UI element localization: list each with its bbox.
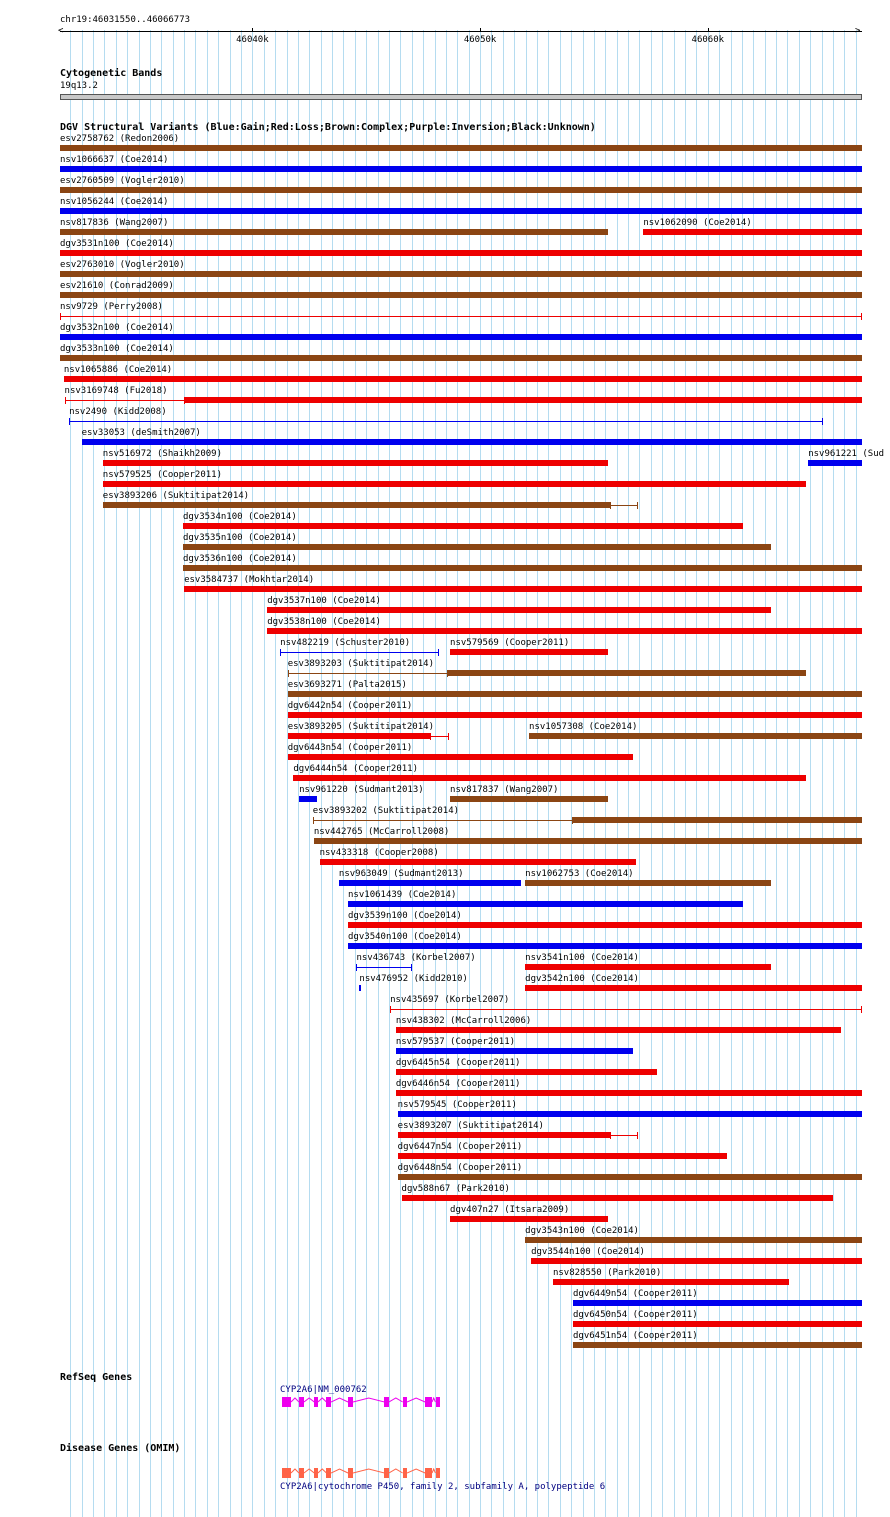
- variant-bar[interactable]: [398, 1174, 862, 1180]
- gene-intron: [291, 1468, 299, 1478]
- variant-bar[interactable]: [808, 460, 862, 466]
- variant-label[interactable]: dgv6448n54 (Cooper2011): [397, 1163, 523, 1173]
- variant-cap: [610, 1132, 611, 1139]
- variant-label[interactable]: dgv3536n100 (Coe2014): [182, 554, 297, 564]
- gene-exon[interactable]: [403, 1397, 408, 1407]
- variant-bar[interactable]: [529, 733, 862, 739]
- gene-exon[interactable]: [436, 1397, 441, 1407]
- variant-bar[interactable]: [643, 229, 862, 235]
- variant-bar[interactable]: [103, 460, 608, 466]
- variant-bar[interactable]: [299, 796, 317, 802]
- variant-line[interactable]: [288, 673, 449, 674]
- variant-line[interactable]: [313, 820, 573, 821]
- variant-bar[interactable]: [60, 334, 862, 340]
- variant-bar[interactable]: [314, 838, 862, 844]
- variant-label[interactable]: esv21610 (Conrad2009): [60, 281, 174, 291]
- variant-cap: [65, 397, 66, 404]
- variant-bar[interactable]: [573, 1300, 862, 1306]
- omim-track-title: Disease Genes (OMIM): [60, 1443, 181, 1454]
- variant-bar[interactable]: [184, 586, 862, 592]
- cytoband-bar[interactable]: [60, 94, 862, 100]
- variant-label[interactable]: esv2760509 (Vogler2010): [60, 176, 185, 186]
- variant-bar[interactable]: [288, 691, 862, 697]
- ruler-tick: [708, 28, 709, 32]
- variant-label[interactable]: dgv6443n54 (Cooper2011): [287, 743, 413, 753]
- variant-bar[interactable]: [60, 229, 608, 235]
- variant-cap: [637, 502, 638, 509]
- variant-cap: [390, 1006, 391, 1013]
- variant-label[interactable]: nsv3541n100 (Coe2014): [525, 953, 639, 963]
- variant-bar[interactable]: [525, 985, 862, 991]
- variant-label[interactable]: dgv6445n54 (Cooper2011): [395, 1058, 521, 1068]
- gene-intron: [304, 1397, 314, 1407]
- gene-exon[interactable]: [425, 1397, 432, 1407]
- variant-cap: [822, 418, 823, 425]
- variant-bar[interactable]: [60, 292, 862, 298]
- variant-line[interactable]: [610, 1135, 638, 1136]
- gene-exon[interactable]: [282, 1397, 291, 1407]
- variant-label[interactable]: esv3893206 (Suktitipat2014): [102, 491, 250, 501]
- variant-label[interactable]: esv3893203 (Suktitipat2014): [287, 659, 434, 669]
- region-coordinates: chr19:46031550..46066773: [60, 15, 191, 25]
- dgv-track-title: DGV Structural Variants (Blue:Gain;Red:Loss;Brown:Complex;Purple:Inversion;Black:Unknown): [60, 122, 596, 133]
- variant-bar[interactable]: [396, 1069, 657, 1075]
- variant-label[interactable]: nsv1057308 (Coe2014): [529, 722, 638, 732]
- ruler-tick-label: 46050k: [463, 35, 497, 45]
- variant-line[interactable]: [69, 421, 823, 422]
- variant-label[interactable]: nsv2490 (Kidd2008): [69, 407, 167, 417]
- gene-exon[interactable]: [314, 1397, 318, 1407]
- gene-exon[interactable]: [348, 1397, 353, 1407]
- variant-label[interactable]: dgv3534n100 (Coe2014): [182, 512, 297, 522]
- variant-cap: [288, 670, 289, 677]
- gene-exon[interactable]: [314, 1468, 318, 1478]
- variant-line[interactable]: [390, 1009, 862, 1010]
- variant-bar[interactable]: [60, 208, 862, 214]
- variant-label[interactable]: nsv442765 (McCarroll2008): [313, 827, 450, 837]
- variant-bar[interactable]: [82, 439, 862, 445]
- variant-bar[interactable]: [450, 1216, 608, 1222]
- variant-bar[interactable]: [103, 481, 806, 487]
- variant-cap: [637, 1132, 638, 1139]
- variant-label[interactable]: nsv476952 (Kidd2010): [359, 974, 468, 984]
- variant-label[interactable]: dgv407n27 (Itsara2009): [450, 1205, 570, 1215]
- gene-exon[interactable]: [299, 1397, 304, 1407]
- omim-gene-label[interactable]: CYP2A6|cytochrome P450, family 2, subfamily A, polypeptide 6: [280, 1482, 606, 1492]
- variant-cap: [411, 964, 412, 971]
- variant-line[interactable]: [610, 505, 638, 506]
- gene-intron: [353, 1468, 384, 1478]
- variant-label[interactable]: dgv6449n54 (Cooper2011): [572, 1289, 698, 1299]
- variant-bar[interactable]: [525, 1237, 862, 1243]
- variant-label[interactable]: nsv438302 (McCarroll2006): [395, 1016, 532, 1026]
- variant-label[interactable]: esv33053 (deSmith2007): [81, 428, 201, 438]
- gene-exon[interactable]: [384, 1397, 389, 1407]
- variant-bar[interactable]: [267, 628, 862, 634]
- variant-bar[interactable]: [359, 985, 361, 991]
- ruler-arrow-icon: <: [58, 26, 64, 36]
- variant-label[interactable]: nsv963049 (Sudmant2013): [338, 869, 464, 879]
- variant-cap: [430, 733, 431, 740]
- variant-cap: [69, 418, 70, 425]
- gene-exon[interactable]: [282, 1468, 291, 1478]
- variant-bar[interactable]: [525, 964, 771, 970]
- variant-label[interactable]: dgv6451n54 (Cooper2011): [572, 1331, 698, 1341]
- ruler-arrow-icon: >: [855, 26, 861, 36]
- variant-line[interactable]: [356, 967, 411, 968]
- variant-line[interactable]: [280, 652, 439, 653]
- variant-label[interactable]: esv3893202 (Suktitipat2014): [312, 806, 460, 816]
- variant-cap: [280, 649, 281, 656]
- gene-exon[interactable]: [425, 1468, 432, 1478]
- variant-label[interactable]: dgv3533n100 (Coe2014): [60, 344, 174, 354]
- variant-label[interactable]: esv3893207 (Suktitipat2014): [397, 1121, 544, 1131]
- variant-label[interactable]: nsv1066637 (Coe2014): [60, 155, 169, 165]
- refseq-track-title: RefSeq Genes: [60, 1372, 133, 1383]
- variant-bar[interactable]: [267, 607, 771, 613]
- cytoband-track-title: Cytogenetic Bands: [60, 68, 163, 79]
- variant-label[interactable]: dgv3540n100 (Coe2014): [348, 932, 462, 942]
- variant-label[interactable]: dgv6442n54 (Cooper2011): [287, 701, 413, 711]
- variant-bar[interactable]: [288, 754, 633, 760]
- variant-bar[interactable]: [396, 1027, 841, 1033]
- gene-intron: [407, 1397, 425, 1407]
- variant-label[interactable]: dgv3537n100 (Coe2014): [267, 596, 381, 606]
- gene-intron: [331, 1397, 348, 1407]
- variant-bar[interactable]: [396, 1090, 862, 1096]
- variant-bar[interactable]: [288, 712, 862, 718]
- variant-label[interactable]: dgv3538n100 (Coe2014): [267, 617, 381, 627]
- variant-label[interactable]: dgv588n67 (Park2010): [401, 1184, 510, 1194]
- variant-label[interactable]: nsv817837 (Wang2007): [450, 785, 559, 795]
- gene-intron: [353, 1397, 384, 1407]
- variant-cap: [861, 1006, 862, 1013]
- variant-bar[interactable]: [398, 1153, 727, 1159]
- scale-ruler: [60, 31, 862, 32]
- variant-cap: [60, 313, 61, 320]
- variant-label[interactable]: nsv828550 (Park2010): [552, 1268, 662, 1278]
- variant-label[interactable]: nsv817836 (Wang2007): [60, 218, 169, 228]
- variant-bar[interactable]: [450, 649, 608, 655]
- variant-label[interactable]: dgv3543n100 (Coe2014): [525, 1226, 639, 1236]
- variant-bar[interactable]: [60, 250, 862, 256]
- variant-bar[interactable]: [553, 1279, 789, 1285]
- variant-label[interactable]: nsv516972 (Shaikh2009): [102, 449, 223, 459]
- variant-bar[interactable]: [402, 1195, 834, 1201]
- variant-cap: [448, 733, 449, 740]
- variant-bar[interactable]: [573, 1321, 862, 1327]
- ruler-tick: [480, 28, 481, 32]
- cytoband-label: 19q13.2: [60, 81, 98, 91]
- variant-bar[interactable]: [396, 1048, 633, 1054]
- variant-label[interactable]: dgv3542n100 (Coe2014): [525, 974, 639, 984]
- variant-bar[interactable]: [573, 817, 862, 823]
- gene-intron: [331, 1468, 348, 1478]
- variant-bar[interactable]: [525, 880, 771, 886]
- variant-bar[interactable]: [339, 880, 521, 886]
- variant-label[interactable]: nsv1065886 (Coe2014): [63, 365, 173, 375]
- variant-label[interactable]: nsv435697 (Korbel2007): [390, 995, 510, 1005]
- gene-intron: [318, 1397, 326, 1407]
- variant-bar[interactable]: [183, 565, 862, 571]
- variant-label[interactable]: dgv6447n54 (Cooper2011): [397, 1142, 523, 1152]
- variant-cap: [313, 817, 314, 824]
- variant-bar[interactable]: [60, 271, 862, 277]
- gene-exon[interactable]: [403, 1468, 408, 1478]
- variant-label[interactable]: nsv1056244 (Coe2014): [60, 197, 169, 207]
- variant-cap: [610, 502, 611, 509]
- variant-bar[interactable]: [185, 397, 862, 403]
- variant-label[interactable]: nsv579537 (Cooper2011): [395, 1037, 516, 1047]
- variant-bar[interactable]: [60, 355, 862, 361]
- gene-intron: [389, 1397, 403, 1407]
- variant-label[interactable]: dgv3544n100 (Coe2014): [531, 1247, 645, 1257]
- variant-label[interactable]: esv3893205 (Suktitipat2014): [287, 722, 434, 732]
- variant-bar[interactable]: [450, 796, 608, 802]
- variant-bar[interactable]: [348, 943, 862, 949]
- variant-label[interactable]: nsv3169748 (Fu2018): [64, 386, 168, 396]
- variant-label[interactable]: esv3693271 (Palta2015): [287, 680, 407, 690]
- variant-label[interactable]: dgv3531n100 (Coe2014): [60, 239, 174, 249]
- variant-label[interactable]: nsv579525 (Cooper2011): [102, 470, 223, 480]
- variant-label[interactable]: dgv3539n100 (Coe2014): [348, 911, 462, 921]
- variant-label[interactable]: esv3584737 (Mokhtar2014): [184, 575, 315, 585]
- variant-bar[interactable]: [348, 901, 743, 907]
- variant-bar[interactable]: [531, 1258, 862, 1264]
- variant-label[interactable]: nsv961221 (Sud: [808, 449, 885, 459]
- gene-exon[interactable]: [326, 1397, 331, 1407]
- variant-label[interactable]: esv2758762 (Redon2006): [60, 134, 180, 144]
- variant-cap: [356, 964, 357, 971]
- ruler-tick-label: 46040k: [236, 35, 269, 45]
- variant-bar[interactable]: [348, 922, 862, 928]
- variant-label[interactable]: esv2763010 (Vogler2010): [60, 260, 185, 270]
- variant-label[interactable]: nsv1062090 (Coe2014): [643, 218, 752, 228]
- variant-bar[interactable]: [448, 670, 806, 676]
- variant-label[interactable]: nsv482219 (Schuster2010): [280, 638, 411, 648]
- gene-intron: [304, 1468, 314, 1478]
- variant-cap: [438, 649, 439, 656]
- variant-label[interactable]: dgv6444n54 (Cooper2011): [293, 764, 418, 774]
- gene-exon[interactable]: [299, 1468, 304, 1478]
- variant-line[interactable]: [65, 400, 186, 401]
- variant-bar[interactable]: [60, 145, 862, 151]
- gene-exon[interactable]: [326, 1468, 331, 1478]
- gene-intron: [407, 1468, 425, 1478]
- variant-label[interactable]: nsv1061439 (Coe2014): [348, 890, 457, 900]
- gene-exon[interactable]: [384, 1468, 389, 1478]
- variant-cap: [861, 313, 862, 320]
- variant-bar[interactable]: [288, 733, 430, 739]
- gene-intron: [318, 1468, 326, 1478]
- refseq-gene-label[interactable]: CYP2A6|NM_000762: [280, 1385, 367, 1395]
- variant-bar[interactable]: [183, 523, 743, 529]
- variant-label[interactable]: nsv1062753 (Coe2014): [525, 869, 634, 879]
- variant-bar[interactable]: [320, 859, 636, 865]
- variant-bar[interactable]: [398, 1132, 611, 1138]
- gene-exon[interactable]: [436, 1468, 441, 1478]
- variant-bar[interactable]: [64, 376, 862, 382]
- variant-label[interactable]: nsv961220 (Sudmant2013): [299, 785, 424, 795]
- ruler-tick: [252, 28, 253, 32]
- variant-label[interactable]: dgv6446n54 (Cooper2011): [395, 1079, 521, 1089]
- variant-bar[interactable]: [573, 1342, 862, 1348]
- variant-label[interactable]: nsv9729 (Perry2008): [60, 302, 163, 312]
- variant-line[interactable]: [60, 316, 862, 317]
- gene-intron: [389, 1468, 403, 1478]
- gene-exon[interactable]: [348, 1468, 353, 1478]
- variant-label[interactable]: nsv579545 (Cooper2011): [397, 1100, 517, 1110]
- variant-label[interactable]: nsv436743 (Korbel2007): [356, 953, 476, 963]
- variant-label[interactable]: dgv3535n100 (Coe2014): [182, 533, 297, 543]
- variant-line[interactable]: [430, 736, 449, 737]
- variant-label[interactable]: dgv6450n54 (Cooper2011): [572, 1310, 698, 1320]
- variant-bar[interactable]: [60, 187, 862, 193]
- variant-bar[interactable]: [398, 1111, 862, 1117]
- variant-bar[interactable]: [60, 166, 862, 172]
- gene-intron: [291, 1397, 299, 1407]
- variant-bar[interactable]: [293, 775, 806, 781]
- variant-label[interactable]: nsv579569 (Cooper2011): [450, 638, 570, 648]
- variant-label[interactable]: dgv3532n100 (Coe2014): [60, 323, 174, 333]
- variant-label[interactable]: nsv433318 (Cooper2008): [319, 848, 439, 858]
- variant-bar[interactable]: [183, 544, 771, 550]
- ruler-tick-label: 46060k: [691, 35, 725, 45]
- variant-bar[interactable]: [103, 502, 611, 508]
